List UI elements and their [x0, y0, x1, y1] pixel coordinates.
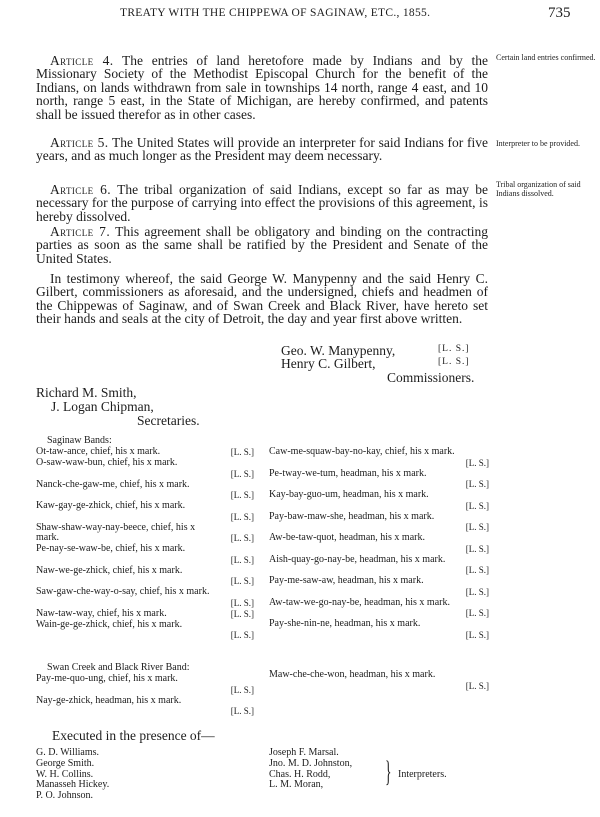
signatory-name: Pay-baw-maw-she, headman, his x mark. — [269, 510, 435, 522]
seal: [L. S.] — [465, 586, 489, 597]
seal-manypenny: [L. S.] — [438, 344, 470, 354]
signatory-row — [36, 566, 254, 588]
seal: [L. S.] — [230, 597, 254, 608]
witnesses-heading: Executed in the presence of— — [52, 728, 215, 743]
margin-note-land-entries: Certain land entries confirmed. — [496, 53, 596, 62]
signatory-name: O-saw-waw-bun, chief, his x mark. — [36, 457, 178, 468]
seal: [L. S.] — [230, 511, 254, 522]
witness-name: George Smith. — [36, 757, 95, 769]
signatory-row — [36, 458, 254, 480]
secretary-chipman: J. Logan Chipman, — [51, 399, 154, 414]
seal: [L. S.] — [230, 554, 254, 565]
signatory-name: Aish-quay-go-nay-be, headman, his x mark. — [269, 553, 446, 565]
signatory-name: Pay-she-nin-ne, headman, his x mark. — [269, 618, 421, 629]
signatory-row — [269, 533, 489, 555]
saginaw-right-column — [269, 447, 489, 641]
seal: [L. S.] — [465, 565, 489, 576]
signatory-row — [36, 696, 254, 718]
signatory-name: Caw-me-squaw-bay-no-kay, chief, his x mark. — [269, 446, 455, 457]
signatory-row — [36, 501, 254, 523]
seal: [L. S.] — [465, 629, 489, 640]
signatory-name: Maw-che-che-won, headman, his x mark. — [269, 669, 436, 680]
signatory-name: Saw-gaw-che-way-o-say, chief, his x mark. — [36, 586, 210, 597]
seal: [L. S.] — [465, 522, 489, 533]
running-header: TREATY WITH THE CHIPPEWA OF SAGINAW, ETC., 1855. — [120, 7, 431, 19]
testimony-paragraph: In testimony whereof, the said George W. Manypenny and the said Henry C. Gilbert, commissioners as aforesaid, and the undersigned, chiefs and headmen of the Chippewas of Saginaw, and of Swan Creek and Black River, have hereto set their hands and seals at the city of Detroit, the day and year first above written. — [36, 271, 488, 327]
commissioners-label: Commissioners. — [387, 370, 475, 385]
signatory-row — [36, 620, 254, 642]
swan-creek-right-column — [269, 670, 489, 692]
commissioner-manypenny: Geo. W. Manypenny, — [281, 343, 396, 358]
witness-name: P. O. Johnson. — [36, 790, 93, 802]
signatory-row — [36, 480, 254, 502]
article-6-text: The tribal organization of said Indians, except so far as may be necessary for the purpose of carrying into effect the provisions of this agreement, is hereby dissolved. — [36, 182, 488, 224]
signatory-name: Naw-taw-way, chief, his x mark. — [36, 607, 167, 619]
witnesses-left-column — [36, 748, 109, 802]
seal: [L. S.] — [230, 533, 254, 544]
margin-note-tribal-organization: Tribal organization of said Indians dissolved. — [496, 180, 581, 198]
signatory-name: Pe-nay-se-waw-be, chief, his x mark. — [36, 543, 186, 554]
swan-creek-heading: Swan Creek and Black River Band: — [47, 662, 190, 673]
witness-name: G. D. Williams. — [36, 747, 100, 758]
seal: [L. S.] — [465, 457, 489, 468]
witness-name: Joseph F. Marsal. — [269, 747, 339, 758]
signatory-row — [269, 447, 489, 469]
article-7-label: Article 7. — [50, 224, 111, 239]
signatory-row — [269, 469, 489, 491]
signatory-row — [36, 587, 254, 609]
signatory-row — [269, 619, 489, 641]
seal: [L. S.] — [230, 468, 254, 479]
signatory-name: Pay-me-quo-ung, chief, his x mark. — [36, 673, 178, 684]
signatory-name: Pay-me-saw-aw, headman, his x mark. — [269, 575, 424, 586]
seal: [L. S.] — [465, 500, 489, 511]
interpreters-label: Interpreters. — [398, 769, 447, 780]
article-4-label: Article 4. — [50, 53, 114, 68]
witness-name: L. M. Moran, — [269, 779, 324, 791]
article-7-text: This agreement shall be obligatory and binding on the contracting parties as soon as the same shall be ratified by the President and Senate of the United States. — [36, 224, 488, 266]
article-6 — [36, 183, 488, 223]
signatory-name: Naw-we-ge-zhick, chief, his x mark. — [36, 564, 183, 576]
article-5-label: Article 5. — [50, 135, 109, 150]
article-7 — [36, 225, 488, 265]
article-6-label: Article 6. — [50, 182, 112, 197]
signatory-row — [269, 598, 489, 620]
signatory-row — [36, 609, 254, 620]
witnesses-right-column — [269, 748, 352, 791]
saginaw-left-column — [36, 447, 254, 641]
seal: [L. S.] — [465, 680, 489, 691]
seal: [L. S.] — [465, 608, 489, 619]
seal: [L. S.] — [230, 706, 254, 717]
saginaw-bands-heading: Saginaw Bands: — [47, 435, 112, 446]
margin-note-interpreter: Interpreter to be provided. — [496, 139, 580, 148]
article-5 — [36, 136, 488, 163]
signatory-row — [269, 555, 489, 577]
seal: [L. S.] — [465, 479, 489, 490]
signatory-row — [269, 512, 489, 534]
witness-name: Chas. H. Rodd, — [269, 768, 331, 780]
seal: [L. S.] — [230, 490, 254, 501]
seal: [L. S.] — [230, 684, 254, 695]
secretary-smith: Richard M. Smith, — [36, 385, 137, 400]
signatory-row — [269, 576, 489, 598]
signatory-name: Nanck-che-gaw-me, chief, his x mark. — [36, 478, 190, 490]
commissioner-gilbert: Henry C. Gilbert, — [281, 356, 376, 371]
seal-gilbert: [L. S.] — [438, 357, 470, 367]
article-4 — [36, 54, 488, 121]
signatory-row — [36, 674, 254, 696]
seal: [L. S.] — [230, 630, 254, 641]
swan-creek-left-column — [36, 674, 254, 717]
article-5-text: The United States will provide an interpreter for said Indians for five years, and as much longer as the President may deem necessary. — [36, 135, 488, 164]
signatory-row — [269, 490, 489, 512]
signatory-row — [36, 544, 254, 566]
seal: [L. S.] — [230, 608, 254, 619]
signatory-name: Nay-ge-zhick, headman, his x mark. — [36, 694, 182, 706]
signatory-row — [269, 670, 489, 692]
signatory-name: Pe-tway-we-tum, headman, his x mark. — [269, 467, 427, 479]
seal: [L. S.] — [230, 447, 254, 458]
page-number: 735 — [548, 5, 571, 21]
witness-name: Jno. M. D. Johnston, — [269, 757, 353, 769]
signatory-name: Ot-taw-ance, chief, his x mark. — [36, 446, 161, 457]
signatory-name: Aw-be-taw-quot, headman, his x mark. — [269, 532, 425, 543]
signatory-name: Wain-ge-ge-zhick, chief, his x mark. — [36, 618, 183, 630]
article-4-text: The entries of land heretofore made by Indians and by the Missionary Society of the Methodist Episcopal Church for the benefit of the Indians, on lands withdrawn from sale in townships 14 north, range 4 east, and 10 north, range 5 east, in the State of Michigan, are hereby confirmed, and patents shall be issued therefor as in other cases. — [36, 53, 488, 122]
secretaries-label: Secretaries. — [137, 413, 200, 428]
interpreters-brace: } — [385, 755, 392, 788]
seal: [L. S.] — [230, 576, 254, 587]
seal: [L. S.] — [465, 543, 489, 554]
signatory-name: Kaw-gay-ge-zhick, chief, his x mark. — [36, 500, 186, 511]
signatory-row — [36, 523, 254, 545]
signatory-name: Aw-taw-we-go-nay-be, headman, his x mark. — [269, 596, 450, 608]
signatory-name: Shaw-shaw-way-nay-beece, chief, his x mark. — [36, 521, 196, 544]
signatory-name: Kay-bay-guo-um, headman, his x mark. — [269, 489, 429, 500]
witness-name: Manasseh Hickey. — [36, 779, 110, 791]
witness-name: W. H. Collins. — [36, 768, 94, 780]
